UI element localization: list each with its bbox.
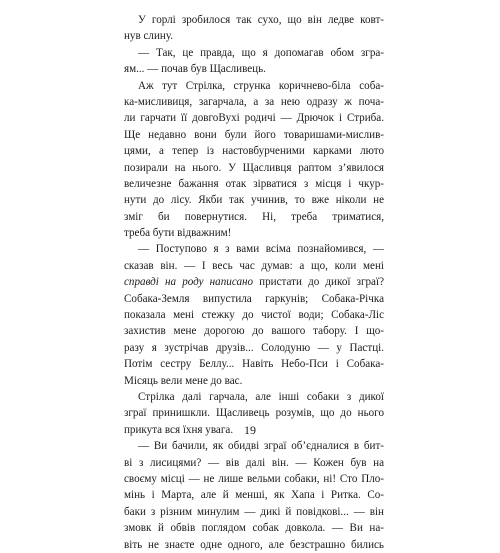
text-line: ям... — почав був Щасливець. (124, 63, 266, 76)
text-line: нув слину. (124, 30, 174, 43)
italic-phrase: справді на роду написано (124, 276, 254, 289)
text-line: Ще недавно вони були його товаришами-мислив- (124, 128, 384, 141)
text-line: величезне бажання отак зірватися з місця і чкур- (124, 177, 384, 190)
body-text (124, 12, 384, 553)
text-line: позирали на нього. У Щасливця раптом з’явилося (124, 161, 384, 174)
text-line: зміг би повернутися. Ні, треба триматися, (124, 210, 384, 223)
text-line: треба бути відважним! (124, 227, 232, 240)
text-line-italic-mixed (124, 274, 384, 290)
text-line: зграї принишкли. Щасливець розумів, що до нього (124, 407, 384, 420)
text-line: показала мені стежку до чистої води; Собака-Ліс (124, 309, 384, 322)
text-line: цями, а тепер із настовбурченими карками люто (124, 145, 384, 158)
line-text-after: пристати до дикої зграї? (253, 276, 384, 289)
text-line: своєму місці — не лише вельми собаки, ні! Сто Пло- (124, 472, 384, 485)
text-line: — Поступово я з вами всіма познайомився, — (138, 243, 384, 256)
text-line: нути до лісу. Якби так учинив, то вже ніколи не (124, 194, 384, 207)
text-line: прикута вся їхня увага. (124, 423, 234, 436)
text-line: Місяць вели мене до вас. (124, 374, 243, 387)
text-line: сказав він. — І весь час думав: а що, коли мені (124, 259, 384, 272)
text-line: — Так, це правда, що я допомагав обом згра- (138, 46, 384, 59)
text-line: разу я зустрічав друзів... Солодуню — у Пастці. (124, 341, 384, 354)
text-line: Стрілка далі гарчала, але інші собаки з дикої (138, 390, 384, 403)
text-line: мінь і Марта, але й менші, як Хапа і Ритка. Со- (124, 489, 384, 502)
text-line: У горлі зробилося так сухо, що він ледве ковт- (138, 14, 384, 26)
text-line: ли гарчати її довгоВухі родичі — Дрючок і Стриба. (124, 112, 384, 125)
text-line: змовк й обвів поглядом собак довкола. — Ви на- (124, 522, 384, 535)
text-line: віть не знаєте одне одного, але безстрашно бились (124, 538, 384, 551)
text-line: ві з лисицями? — вів далі він. — Кожен був на (124, 456, 384, 469)
text-line: Потім сестру Беллу... Навіть Небо-Пси і Собака- (124, 358, 384, 371)
text-line: Аж тут Стрілка, струнка коричнево-біла соба- (138, 79, 384, 92)
text-line: Собака-Земля випустила гаркунів; Собака-Річка (124, 292, 384, 305)
text-line: ка-мисливиця, загарчала, а за нею одразу ж поча- (124, 95, 384, 108)
text-line: — Ви бачили, як обидві зграї об’єдналися в бит- (138, 440, 384, 453)
page-number: 19 (244, 423, 256, 437)
text-line: захистив мене дорогою до вашого табору. І що- (124, 325, 384, 338)
text-line: баки з різним минулим — дикі й повідкові... — він (124, 505, 384, 518)
